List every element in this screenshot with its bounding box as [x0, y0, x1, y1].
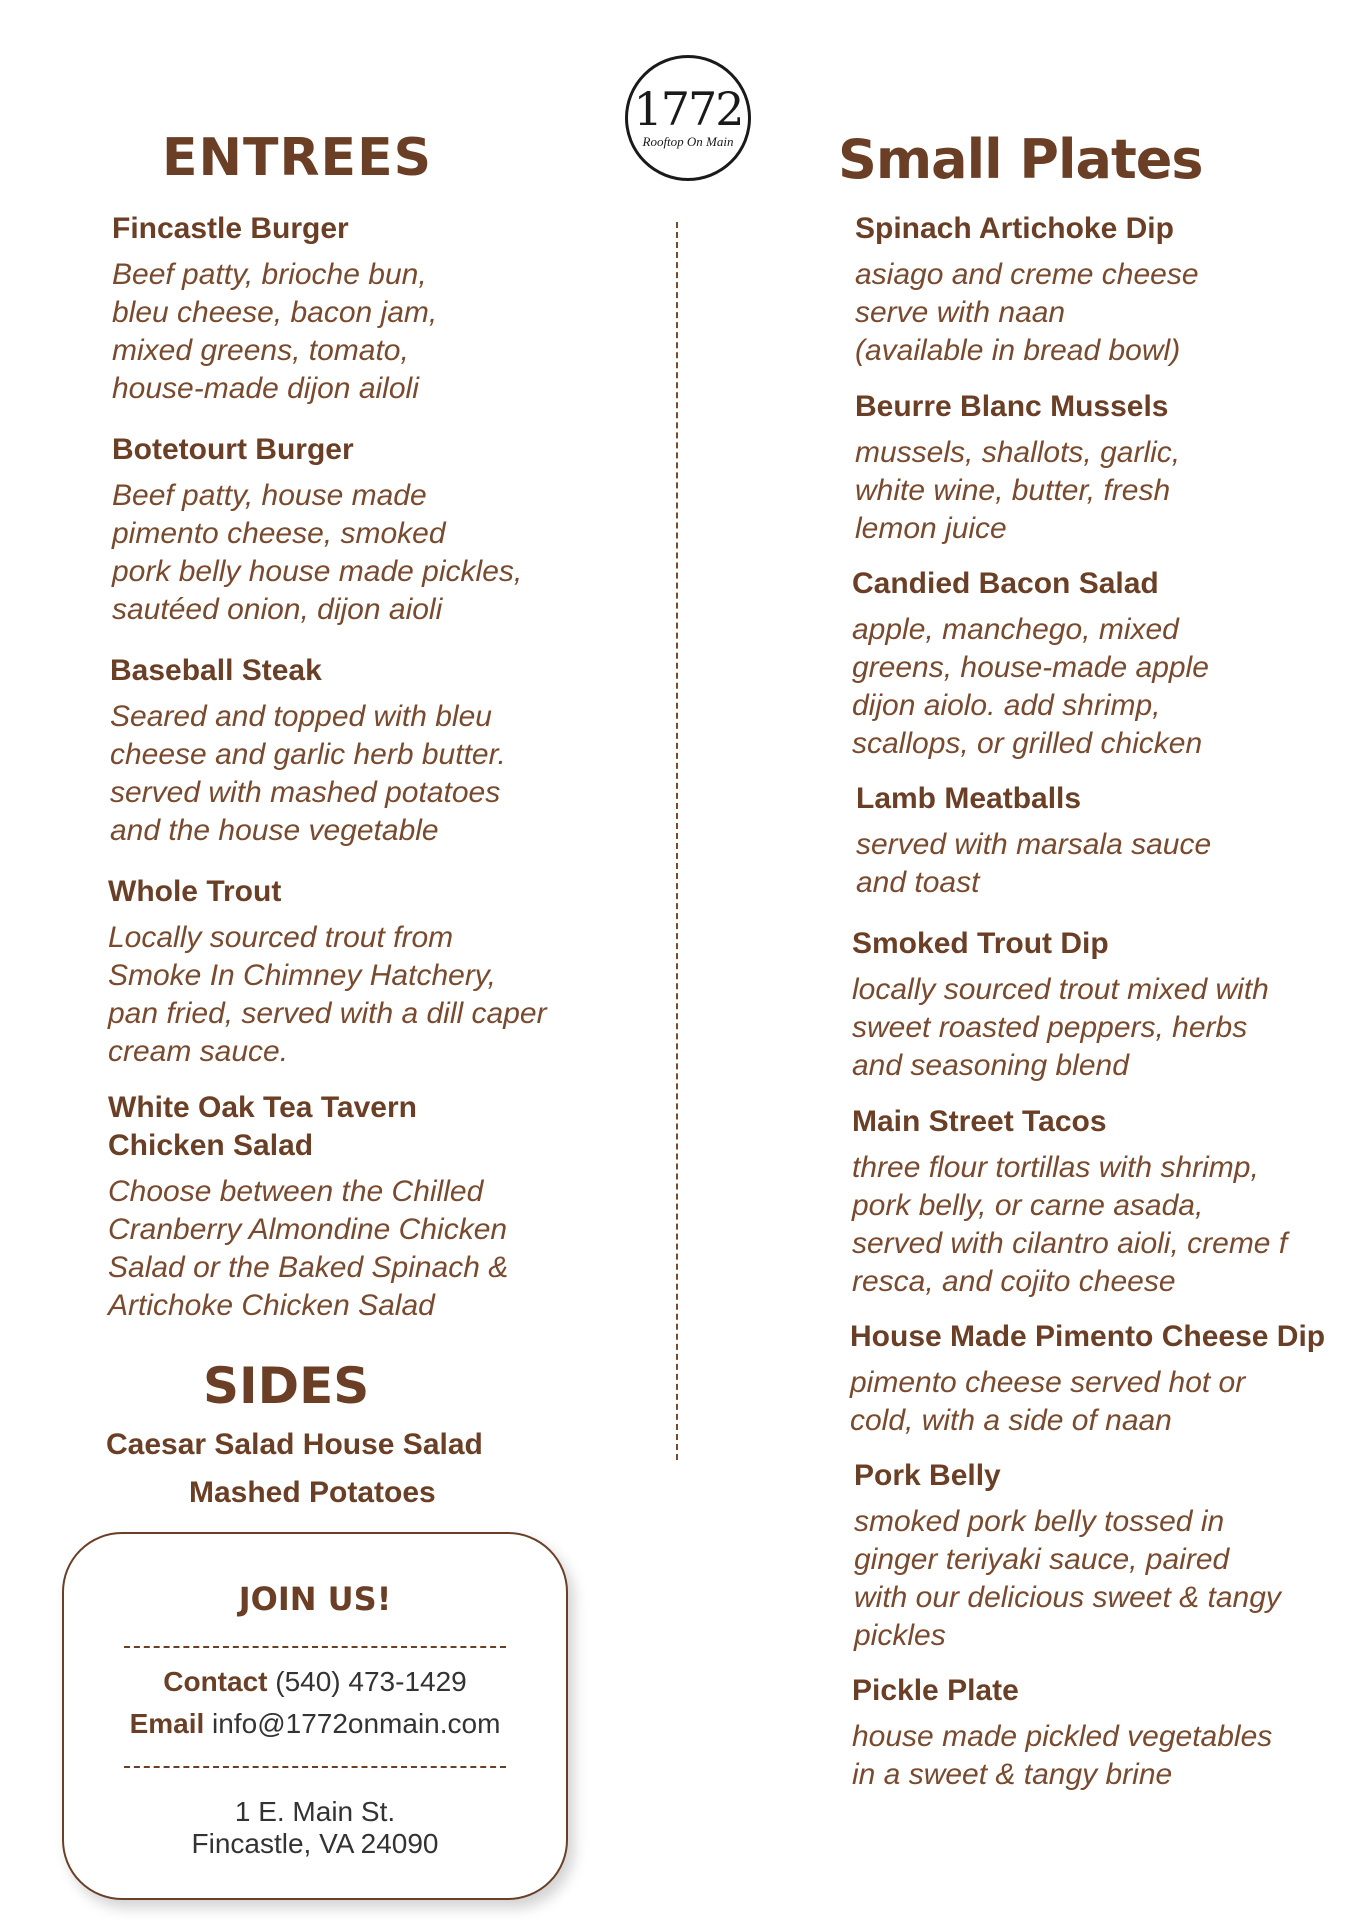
entree-name: Whole Trout — [108, 875, 282, 908]
entree-item — [108, 1089, 508, 1325]
sides-heading: SIDES — [203, 1357, 370, 1415]
small-plate-item — [850, 1318, 1325, 1440]
entree-description: Seared and topped with bleu cheese and garlic herb butter. served with mashed potatoes and the house vegetable — [110, 700, 506, 847]
entree-name: Fincastle Burger — [112, 212, 349, 245]
small-plate-item — [852, 1103, 1287, 1301]
restaurant-logo — [625, 55, 751, 181]
sides-list: Caesar Salad House Salad — [106, 1428, 483, 1461]
small-plate-description: three flour tortillas with shrimp, pork belly, or carne asada, served with cilantro aioli, creme f resca, and cojito cheese — [852, 1151, 1288, 1298]
contact-label: Contact — [163, 1666, 268, 1697]
sides-list: Mashed Potatoes — [189, 1476, 436, 1509]
small-plate-item — [856, 780, 1211, 902]
entree-description: Beef patty, house made pimento cheese, smoked pork belly house made pickles, sautéed onion, dijon aioli — [112, 479, 523, 626]
divider — [124, 1766, 506, 1768]
small-plate-name: Candied Bacon Salad — [852, 567, 1159, 600]
contact-email-value[interactable]: info@1772onmain.com — [212, 1708, 501, 1739]
small-plate-name: Pickle Plate — [852, 1674, 1019, 1707]
small-plate-description: asiago and creme cheese serve with naan (available in bread bowl) — [855, 258, 1199, 367]
contact-card — [62, 1532, 568, 1900]
entree-description: Beef patty, brioche bun, bleu cheese, bacon jam, mixed greens, tomato, house-made dijon ailoli — [112, 258, 438, 405]
entree-name: Baseball Steak — [110, 654, 322, 687]
small-plate-name: Smoked Trout Dip — [852, 927, 1109, 960]
small-plate-name: Beurre Blanc Mussels — [855, 390, 1169, 423]
contact-phone-value[interactable]: (540) 473-1429 — [275, 1666, 467, 1697]
small-plate-item — [852, 925, 1269, 1085]
small-plate-name: Lamb Meatballs — [856, 782, 1082, 815]
contact-phone — [64, 1666, 566, 1698]
entree-item — [108, 873, 547, 1071]
entree-name: White Oak Tea Tavern Chicken Salad — [108, 1091, 417, 1162]
entree-name: Botetourt Burger — [112, 433, 354, 466]
logo-subtitle: Rooftop On Main — [642, 134, 734, 149]
small-plate-item — [855, 388, 1180, 548]
small-plate-item — [852, 1672, 1272, 1794]
entree-item — [112, 431, 522, 629]
small-plate-description: house made pickled vegetables in a sweet & tangy brine — [852, 1720, 1273, 1791]
small-plate-description: locally sourced trout mixed with sweet roasted peppers, herbs and seasoning blend — [852, 973, 1269, 1082]
small-plate-name: Pork Belly — [854, 1459, 1001, 1492]
small-plate-item — [852, 565, 1209, 763]
contact-email — [64, 1708, 566, 1740]
small-plate-description: mussels, shallots, garlic, white wine, butter, fresh lemon juice — [855, 436, 1181, 545]
small-plate-item — [854, 1457, 1281, 1655]
small-plate-description: served with marsala sauce and toast — [856, 828, 1212, 899]
column-divider — [676, 222, 678, 1460]
entree-description: Choose between the Chilled Cranberry Almondine Chicken Salad or the Baked Spinach & Artichoke Chicken Salad — [108, 1175, 509, 1322]
divider — [124, 1646, 506, 1648]
small-plate-item — [855, 210, 1199, 370]
entree-item — [110, 652, 506, 850]
entree-item — [112, 210, 437, 408]
small-plate-description: apple, manchego, mixed greens, house-made apple dijon aiolo. add shrimp, scallops, or grilled chicken — [852, 613, 1209, 760]
small-plate-name: Spinach Artichoke Dip — [855, 212, 1174, 245]
small-plates-heading: Small Plates — [838, 128, 1203, 191]
small-plate-description: pimento cheese served hot or cold, with a side of naan — [850, 1366, 1246, 1437]
small-plate-description: smoked pork belly tossed in ginger teriyaki sauce, paired with our delicious sweet & tangy pickles — [854, 1505, 1281, 1652]
email-label: Email — [129, 1708, 205, 1739]
entrees-heading: ENTREES — [162, 128, 433, 188]
address-line-2: Fincastle, VA 24090 — [191, 1828, 439, 1859]
small-plate-name: House Made Pimento Cheese Dip — [850, 1320, 1326, 1353]
join-heading: JOIN US! — [238, 1580, 392, 1618]
entree-description: Locally sourced trout from Smoke In Chimney Hatchery, pan fried, served with a dill caper cream sauce. — [108, 921, 547, 1068]
logo-number: 1772 — [633, 82, 743, 136]
address-line-1: 1 E. Main St. — [234, 1796, 396, 1827]
small-plate-name: Main Street Tacos — [852, 1105, 1107, 1138]
